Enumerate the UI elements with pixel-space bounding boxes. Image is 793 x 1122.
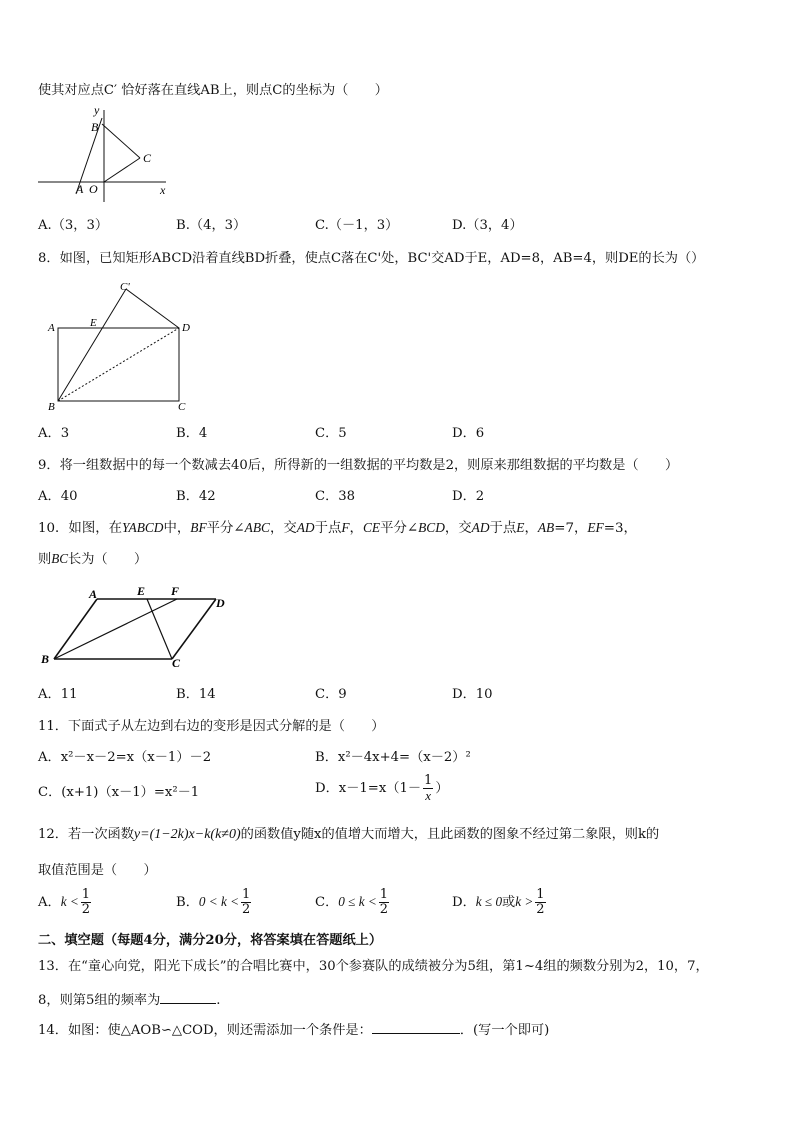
q8-figure (44, 280, 204, 415)
q10-stem-line1: 10．如图，在YABCD中，BF平分∠ABC，交AD于点F，CE平分∠BCD，交AD于点E，AB=7，EF=3， (38, 520, 637, 536)
q14-line: 14．如图：使△AOB∽△COD，则还需添加一个条件是： ．(写一个即可) (38, 1019, 549, 1040)
q9-option-a: A．40 (38, 489, 78, 504)
q8-label-Cp: C' (120, 281, 130, 293)
q13-line1: 13．在“童心向党，阳光下成长”的合唱比赛中，30个参赛队的成绩被分为5组，第1~4组的频数分别为2，10，7， (38, 959, 709, 974)
q9-option-b: B．42 (176, 489, 216, 504)
q10-option-c: C．9 (315, 687, 347, 702)
q8-label-B: B (48, 401, 55, 413)
q12-stem-line2: 取值范围是（ ） (38, 863, 157, 878)
q7-label-B: B (91, 120, 99, 134)
q12-option-b: B．0 < k < $\frac{1}{2}$ (176, 887, 251, 917)
q7-figure (36, 104, 176, 204)
q9-stem: 9．将一组数据中的每一个数减去40后，所得新的一组数据的平均数是2，则原来那组数据的平均数是（ ） (38, 458, 679, 473)
q7-label-A: A (76, 182, 84, 196)
q8-option-b: B．4 (176, 426, 208, 441)
q10-option-a: A．11 (38, 687, 78, 702)
q7-label-C: C (143, 151, 152, 165)
q12-option-d: D．k ≤ 0或k > $\frac{1}{2}$ (452, 887, 545, 917)
q8-option-d: D．6 (452, 426, 485, 441)
q11-option-d: D．x－1=x（1－ $\frac{1}{x}$ ） (315, 773, 449, 803)
q8-option-c: C．5 (315, 426, 347, 441)
q12-option-c: C．0 ≤ k < $\frac{1}{2}$ (315, 887, 389, 917)
q11-option-a: A．x²－x－2=x（x－1）－2 (38, 750, 212, 765)
q13-line2: 8，则第5组的频率为 . (38, 989, 220, 1010)
q11-stem: 11．下面式子从左边到右边的变形是因式分解的是（ ） (38, 719, 385, 734)
q13-answer-blank[interactable] (160, 989, 216, 1004)
q8-option-a: A．3 (38, 426, 70, 441)
q10-label-B: B (41, 652, 50, 666)
q10-label-A: A (89, 587, 98, 601)
q10-label-F: F (171, 584, 180, 598)
q7-label-x: x (160, 183, 166, 197)
q7-label-y: y (94, 104, 100, 117)
q7-option-d: D.（3，4） (452, 218, 523, 233)
section-2-heading: 二、填空题（每题4分，满分20分，将答案填在答题纸上） (38, 933, 383, 948)
q8-stem: 8．如图，已知矩形ABCD沿着直线BD折叠，使点C落在C'处，BC'交AD于E，AD=8，AB=4，则DE的长为（） (38, 251, 705, 266)
q12-option-a: A．k < $\frac{1}{2}$ (38, 887, 91, 917)
q10-label-C: C (172, 656, 181, 670)
q14-answer-blank[interactable] (372, 1019, 460, 1034)
q9-option-d: D．2 (452, 489, 485, 504)
q8-label-C: C (178, 401, 186, 413)
q7-option-c: C.（－1，3） (315, 218, 399, 233)
q7-option-b: B.（4，3） (176, 218, 247, 233)
q10-label-D: D (216, 596, 225, 610)
q7-option-a: A.（3，3） (38, 218, 109, 233)
q10-figure (38, 580, 238, 672)
q10-stem-line2: 则BC长为（ ） (38, 551, 148, 567)
q11-option-c: C．(x+1)（x－1）=x²－1 (38, 785, 200, 800)
q11-option-b: B．x²－4x+4=（x－2）² (315, 750, 471, 765)
q8-label-D: D (182, 322, 190, 334)
q9-option-c: C．38 (315, 489, 356, 504)
q8-label-E: E (90, 317, 97, 329)
q10-option-b: B．14 (176, 687, 216, 702)
q7-label-O: O (89, 182, 98, 196)
q7-stem: 使其对应点C′ 恰好落在直线AB上，则点C的坐标为（ ） (38, 83, 388, 98)
q10-label-E: E (137, 584, 146, 598)
q12-stem-line1: 12．若一次函数y=(1−2k)x−k(k≠0)的函数值y随x的值增大而增大，且此函数的图象不经过第二象限，则k的 (38, 827, 660, 842)
q8-label-A: A (48, 322, 55, 334)
q10-option-d: D．10 (452, 687, 493, 702)
